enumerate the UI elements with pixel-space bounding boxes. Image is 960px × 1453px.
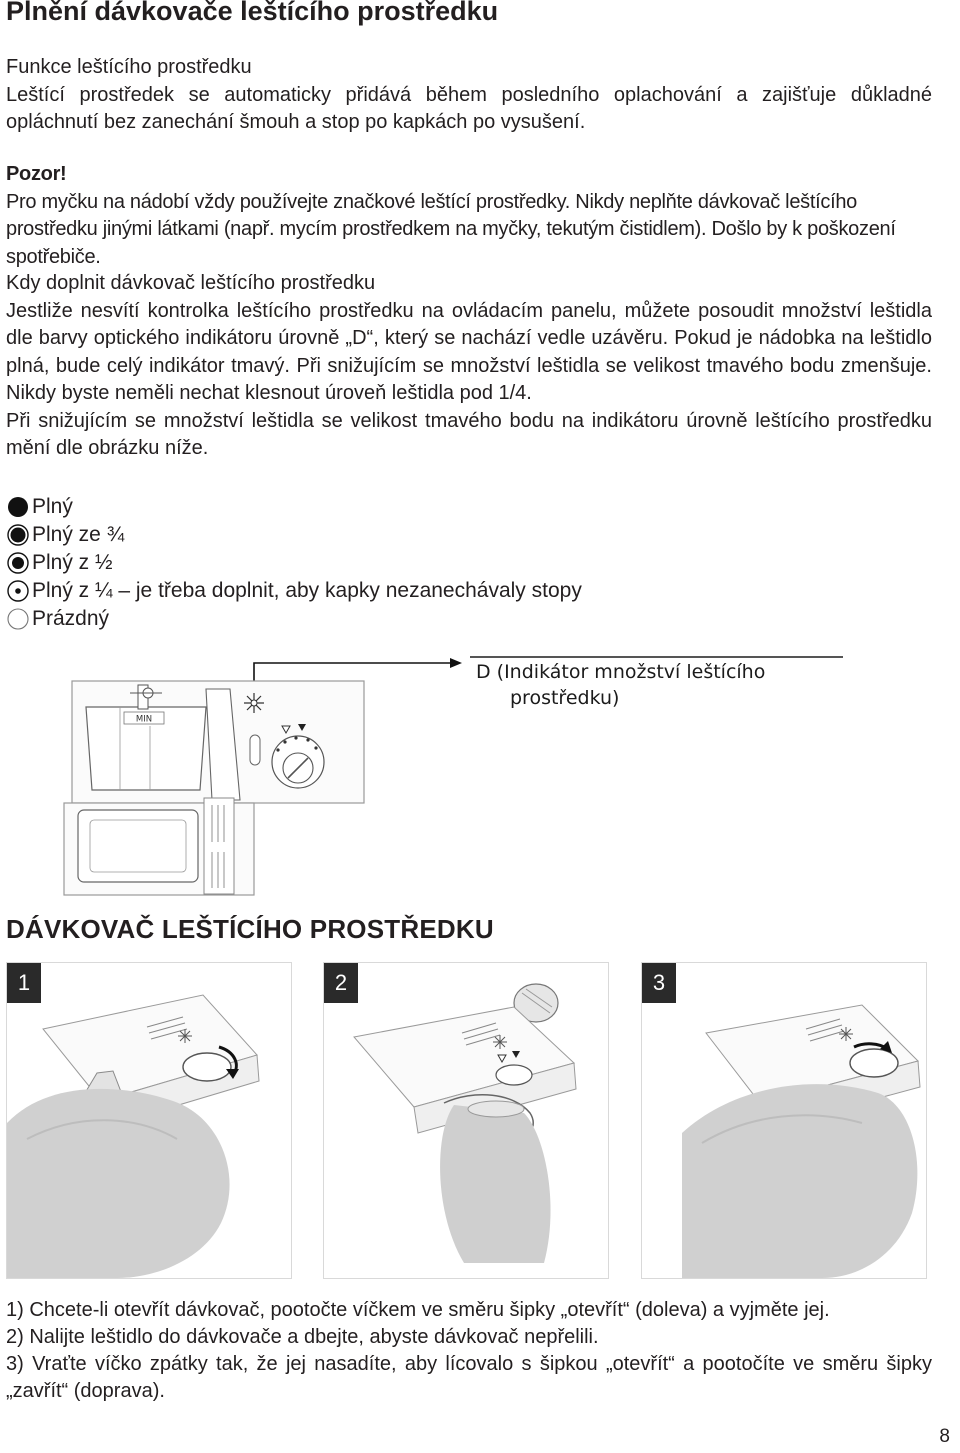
pour-rinse-aid-illustration [324,963,608,1278]
legend-item-three-quarters [6,521,124,549]
refill-section [6,270,932,463]
section-heading: DÁVKOVAČ LEŠTÍCÍHO PROSTŘEDKU [6,914,494,944]
legend-label: Plný z ½ [32,551,113,574]
intro-heading: Funkce leštícího prostředku [6,56,252,78]
warning-section [6,161,932,271]
indicator-empty-icon [6,607,30,631]
indicator-quarter-icon [6,579,30,603]
refill-heading: Kdy doplnit dávkovač leštícího prostředku [6,272,376,294]
legend-note: – je třeba doplnit, aby kapky nezanechávaly stopy [112,579,582,602]
refill-text-2: Při snižujícím se množství leštidla se velikost tmavého bodu na indikátoru úrovně leštícího prostředku mění dle obrázku níže. [6,409,932,459]
step-panel-2 [323,962,609,1279]
indicator-half-icon [6,551,30,575]
open-cap-illustration [7,963,291,1278]
step-panel-1 [6,962,292,1279]
min-label: MIN [135,714,153,725]
step-badge: 2 [324,963,358,1003]
legend-item-half [6,549,113,577]
warning-label: Pozor! [6,163,67,185]
legend-label: Plný [32,495,73,518]
instruction-step-1: 1) Chcete-li otevřít dávkovač, pootočte víčkem ve směru šipky „otevřít“ (doleva) a vyjměte jej. [6,1299,830,1321]
indicator-full-icon [6,495,30,519]
callout-line-1: D (Indikátor množství leštícího [476,661,766,683]
step-badge: 1 [7,963,41,1003]
step-panel-3 [641,962,927,1279]
intro-text: Leštící prostředek se automaticky přidává během posledního oplachování a zajišťuje důkladné opláchnutí bez zanechání šmouh a stop po kapkách po vysušení. [6,83,932,133]
intro-section [6,54,932,137]
refill-text: Jestliže nesvítí kontrolka leštícího prostředku na ovládacím panelu, můžete posoudit množství leštidla dle barvy optického indikátoru úrovně „D“, který se nachází vedle uzávěru. Pokud je nádobka na leštidlo plná, bude celý indikátor tmavý. Při snižujícím se množství leštidla se velikost tmavého bodu zmenšuje. Nikdy byste neměli nechat klesnout úroveň leštidla pod 1/4. [6,299,932,404]
close-cap-illustration [642,963,926,1278]
legend-item-empty [6,605,109,633]
legend-item-full [6,493,73,521]
legend-label: Prázdný [32,607,110,630]
warning-text: Pro myčku na nádobí vždy používejte značkové leštící prostředky. Nikdy neplňte dávkovač leštícího prostředku jinými látkami (např. mycím prostředkem na myčky, tekutým čistidlem). Došlo by k poškození spotřebiče. [6,190,896,268]
step-badge: 3 [642,963,676,1003]
indicator-three-quarters-icon [6,523,30,547]
page-title: Plnění dávkovače leštícího prostředku [6,0,499,26]
instruction-step-3: 3) Vraťte víčko zpátky tak, že jej nasadíte, aby lícovalo s šipkou „otevřít“ a pootočíte ve směru šipky „zavřít“ (doprava). [6,1353,932,1402]
legend-label: Plný z ¼ [32,579,113,602]
legend-item-quarter [6,577,582,605]
indicator-callout [476,659,765,711]
callout-line-2: prostředku) [510,687,620,709]
instructions [6,1297,932,1405]
instruction-step-2: 2) Nalijte leštidlo do dávkovače a dbejte, abyste dávkovač nepřelili. [6,1326,599,1348]
legend-label: Plný ze ¾ [32,523,125,546]
page-number: 8 [939,1426,950,1447]
